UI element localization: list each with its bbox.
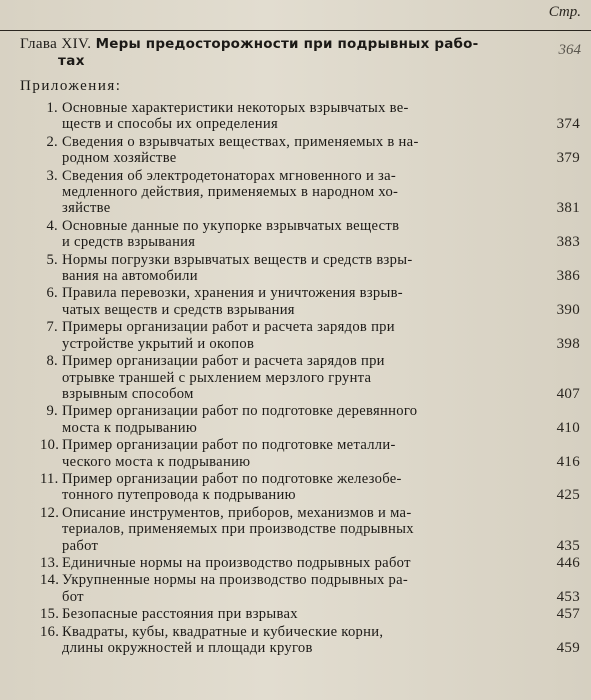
toc-entry xyxy=(40,218,580,251)
appendices-heading: Приложения: xyxy=(20,78,122,94)
toc-entry-page-number: 386 xyxy=(556,268,580,285)
toc-entry-page-number: 398 xyxy=(556,335,580,352)
toc-entry-line: вания на автомобили xyxy=(62,268,198,285)
toc-entry-line: чатых веществ и средств взрывания xyxy=(62,301,295,318)
toc-entry-line: ществ и способы их определения xyxy=(62,116,278,133)
toc-entry-page-number: 407 xyxy=(556,385,580,402)
toc-entry xyxy=(40,403,580,436)
toc-entry-line: Описание инструментов, приборов, механизмов и ма- xyxy=(62,504,412,521)
toc-entry xyxy=(40,134,580,167)
toc-entry xyxy=(40,285,580,318)
toc-entry xyxy=(40,471,580,504)
toc-entry-title xyxy=(62,471,517,504)
toc-entry-line: Квадраты, кубы, квадратные и кубические корни, xyxy=(62,623,384,640)
toc-entry xyxy=(40,168,580,217)
toc-entry-line: Безопасные расстояния при взрывах xyxy=(62,606,298,623)
toc-entry-title xyxy=(62,168,517,217)
toc-entry-number: 3. xyxy=(46,167,58,184)
toc-entry-title xyxy=(62,505,517,554)
toc-entry-title xyxy=(62,218,517,251)
toc-entry-title xyxy=(62,100,517,133)
toc-entry-line: зяйстве xyxy=(62,200,111,217)
toc-entry-line: Сведения об электродетонаторах мгновенного и за- xyxy=(62,167,397,184)
toc-entry-line: Пример организации работ по подготовке металли- xyxy=(62,437,396,454)
toc-entry-number: 6. xyxy=(46,285,58,302)
toc-entry-line: Основные данные по укупорке взрывчатых веществ xyxy=(62,217,400,234)
toc-entry-page-number: 435 xyxy=(556,537,580,554)
toc-entry-number: 16. xyxy=(40,623,60,640)
toc-entry-number: 4. xyxy=(46,217,58,234)
chapter-title: Меры предосторожности при подрывных рабо- xyxy=(95,36,479,52)
toc-entry-line: Пример организации работ и расчета зарядов при xyxy=(62,353,385,370)
toc-entry-line: Пример организации работ по подготовке деревянного xyxy=(62,403,418,420)
toc-entry-page-number: 446 xyxy=(556,554,580,571)
toc-entry xyxy=(40,353,580,402)
toc-entry-line: работ xyxy=(62,537,99,554)
toc-entry-number: 15. xyxy=(40,606,60,623)
toc-entry-number: 11. xyxy=(40,470,59,487)
toc-entry-line: бот xyxy=(62,588,84,605)
toc-entry-line: ческого моста к подрыванию xyxy=(62,453,251,470)
chapter-entry xyxy=(20,36,525,70)
appendix-list xyxy=(40,100,580,657)
toc-entry-page-number: 425 xyxy=(556,487,580,504)
toc-entry-line: медленного действия, применяемых в народном хо- xyxy=(62,184,399,201)
header-rule xyxy=(0,30,591,31)
toc-entry xyxy=(40,555,580,571)
toc-entry xyxy=(40,100,580,133)
toc-entry-page-number: 383 xyxy=(556,234,580,251)
toc-entry-title xyxy=(62,285,517,318)
toc-entry-page-number: 390 xyxy=(556,301,580,318)
toc-entry-page-number: 379 xyxy=(556,150,580,167)
toc-entry-number: 2. xyxy=(46,133,58,150)
toc-entry-line: отрывке траншей с рыхлением мерзлого грунта xyxy=(62,369,372,386)
toc-entry-title xyxy=(62,403,517,436)
toc-entry-line: Пример организации работ по подготовке железобе- xyxy=(62,470,402,487)
toc-entry-number: 7. xyxy=(46,319,58,336)
toc-entry-number: 13. xyxy=(40,554,60,571)
toc-entry-page-number: 374 xyxy=(556,116,580,133)
toc-entry-line: моста к подрыванию xyxy=(62,419,198,436)
toc-entry xyxy=(40,505,580,554)
toc-entry-title xyxy=(62,437,517,470)
toc-entry-line: взрывным способом xyxy=(62,385,194,402)
toc-entry-number: 8. xyxy=(46,353,58,370)
toc-entry-page-number: 410 xyxy=(556,419,580,436)
toc-entry-page-number: 416 xyxy=(556,453,580,470)
toc-entry xyxy=(40,437,580,470)
toc-entry-title xyxy=(62,555,517,571)
toc-entry-number: 12. xyxy=(40,504,60,521)
toc-entry-number: 9. xyxy=(46,403,58,420)
toc-entry-line: устройстве укрытий и окопов xyxy=(62,335,255,352)
toc-entry-title xyxy=(62,606,517,622)
toc-entry xyxy=(40,624,580,657)
toc-entry-page-number: 459 xyxy=(556,640,580,656)
toc-entry-title xyxy=(62,353,517,402)
toc-entry-title xyxy=(62,624,517,657)
toc-entry-title xyxy=(62,572,517,605)
toc-entry xyxy=(40,572,580,605)
toc-entry-line: Нормы погрузки взрывчатых веществ и средств взры- xyxy=(62,251,413,268)
toc-entry-number: 1. xyxy=(46,100,58,116)
toc-entry-page-number: 381 xyxy=(556,200,580,217)
toc-entry xyxy=(40,606,580,622)
toc-entry-line: териалов, применяемых при производстве подрывных xyxy=(62,521,414,538)
toc-entry-line: длины окружностей и площади кругов xyxy=(62,640,313,656)
toc-entry xyxy=(40,252,580,285)
toc-entry-line: Укрупненные нормы на производство подрывных ра- xyxy=(62,572,409,589)
toc-entry-line: Основные характеристики некоторых взрывчатых ве- xyxy=(62,100,409,116)
toc-entry-page-number: 457 xyxy=(556,606,580,623)
page-column-header: Стр. xyxy=(548,4,581,20)
toc-entry-title xyxy=(62,319,517,352)
toc-entry-number: 10. xyxy=(40,437,60,454)
toc-entry-line: Правила перевозки, хранения и уничтожения взрыв- xyxy=(62,285,403,302)
chapter-label: Глава XIV. xyxy=(20,36,92,52)
chapter-page-number: 364 xyxy=(558,42,581,58)
toc-entry-line: Сведения о взрывчатых веществах, применяемых в на- xyxy=(62,133,419,150)
toc-entry xyxy=(40,319,580,352)
toc-entry-title xyxy=(62,252,517,285)
toc-entry-line: Примеры организации работ и расчета зарядов при xyxy=(62,319,395,336)
toc-entry-line: родном хозяйстве xyxy=(62,150,177,167)
toc-entry-line: и средств взрывания xyxy=(62,234,196,251)
toc-entry-number: 5. xyxy=(46,251,58,268)
toc-entry-page-number: 453 xyxy=(556,588,580,605)
toc-entry-number: 14. xyxy=(40,572,60,589)
toc-entry-line: тонного путепровода к подрыванию xyxy=(62,487,296,504)
toc-entry-title xyxy=(62,134,517,167)
chapter-title-continuation: тах xyxy=(58,53,85,69)
toc-entry-line: Единичные нормы на производство подрывных работ xyxy=(62,554,411,571)
